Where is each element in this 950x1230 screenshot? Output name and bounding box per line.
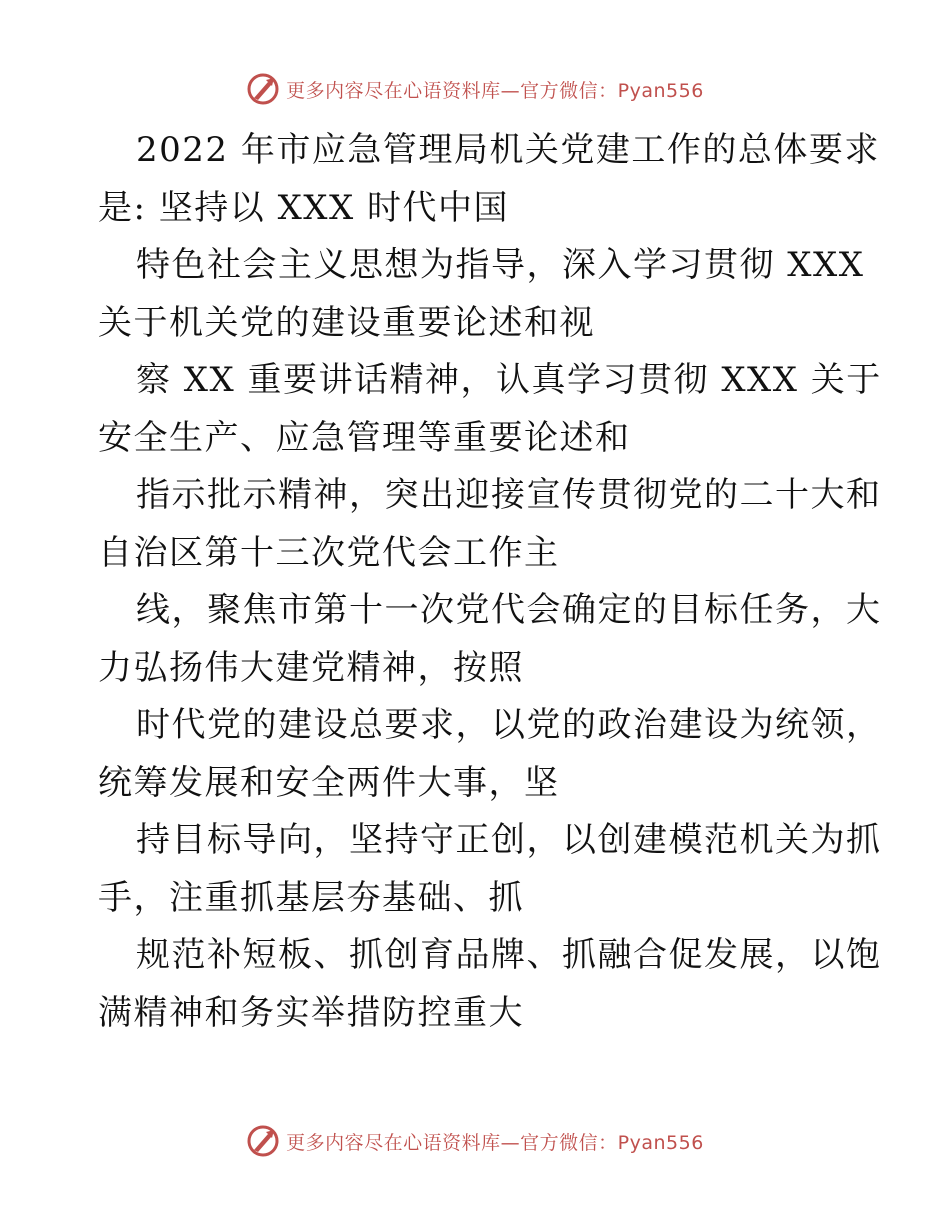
quill-logo-icon [246,72,280,106]
footer-banner [0,1124,950,1158]
text-line: 是: 坚持以 XXX 时代中国 [98,187,509,228]
text-line: 持目标导向，坚持守正创，以创建模范机关为抓 [136,820,882,860]
text-line: 时代党的建设总要求，以党的政治建设为统领， [136,705,882,745]
header-banner [0,72,950,106]
text-line: 指示批示精神，突出迎接宣传贯彻党的二十大和 [136,475,882,515]
text-line: 自治区第十三次党代会工作主 [98,532,560,573]
document-body [98,122,882,1042]
text-line: 力弘扬伟大建党精神，按照 [98,647,524,688]
text-line: 关于机关党的建设重要论述和视 [98,302,595,343]
text-line: 手，注重抓基层夯基础、抓 [98,877,524,918]
header-banner-text: 更多内容尽在心语资料库—官方微信：Pyan556 [286,79,704,102]
text-line: 察 XX 重要讲话精神，认真学习贯彻 XXX 关于 [136,360,882,400]
text-line: 规范补短板、抓创育品牌、抓融合促发展，以饱 [136,935,882,975]
quill-logo-icon [246,1124,280,1158]
text-line: 特色社会主义思想为指导，深入学习贯彻 XXX [136,245,865,285]
text-line: 2022 年市应急管理局机关党建工作的总体要求 [136,130,880,170]
footer-banner-text: 更多内容尽在心语资料库—官方微信：Pyan556 [286,1131,704,1154]
text-line: 满精神和务实举措防控重大 [98,992,524,1033]
text-line: 线，聚焦市第十一次党代会确定的目标任务，大 [136,590,882,630]
text-line: 安全生产、应急管理等重要论述和 [98,417,631,458]
text-line: 统筹发展和安全两件大事，坚 [98,762,560,803]
